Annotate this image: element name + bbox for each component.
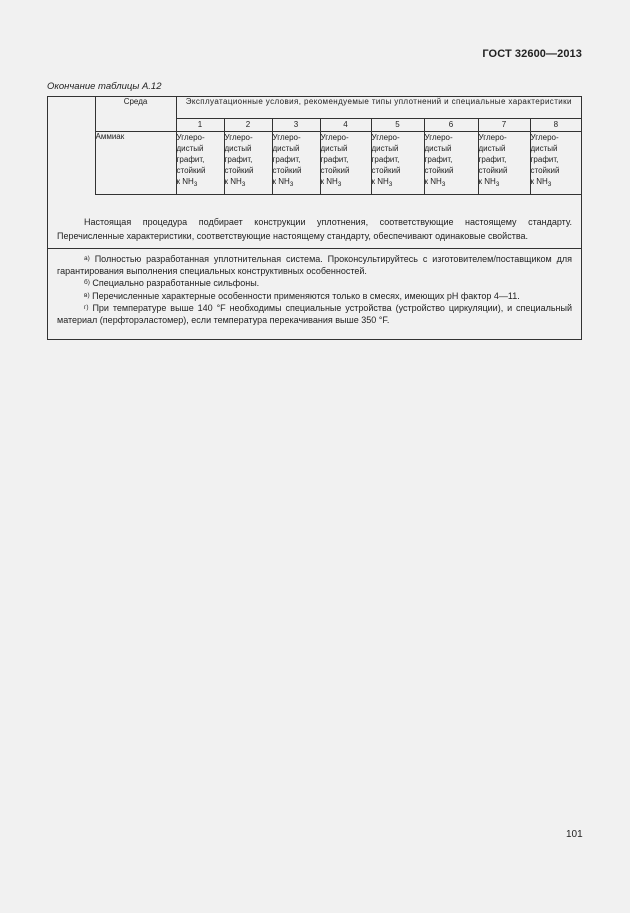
medium-column-header: Среда (95, 97, 176, 132)
column-number: 2 (224, 119, 272, 132)
footnote: $^{а)}$ Полностью разработанная уплотнительная система. Проконсультируйтесь с изготовителем/поставщиком для гарантирования выполнения специальных конструктивных особенностей. (57, 254, 572, 276)
footnotes (48, 253, 581, 326)
table-cell: Углеро- дистый графит, стойкий к $NH_3$ (272, 132, 320, 195)
table-cell: Углеро- дистый графит, стойкий к $NH_3$ (530, 132, 581, 195)
column-number: 4 (320, 119, 371, 132)
column-number: 7 (478, 119, 530, 132)
column-number: 8 (530, 119, 581, 132)
table-cell: Углеро- дистый графит, стойкий к $NH_3$ (371, 132, 424, 195)
table-cell: Углеро- дистый графит, стойкий к $NH_3$ (224, 132, 272, 195)
blank-stub-cell (48, 97, 95, 195)
page-number: 101 (566, 829, 583, 840)
table-cell: Углеро- дистый графит, стойкий к $NH_3$ (424, 132, 478, 195)
column-number: 3 (272, 119, 320, 132)
footnote: $^{г)}$ При температуре выше 140 °F необходимы специальные устройства (устройство циркуляции), и специальный материал (перфторэластомер), если температура перекачивания выше 350 °F. (57, 303, 572, 325)
document-standard-header: ГОСТ 32600—2013 (482, 48, 582, 60)
column-number: 1 (176, 119, 224, 132)
table-caption: Окончание таблицы А.12 (47, 81, 162, 92)
table-row (48, 132, 581, 195)
table-frame (47, 96, 582, 340)
footnote: $^{б)}$ Специально разработанные сильфоны. (84, 278, 260, 288)
column-number: 6 (424, 119, 478, 132)
table-cell: Углеро- дистый графит, стойкий к $NH_3$ (478, 132, 530, 195)
procedure-note (48, 208, 581, 249)
column-number: 5 (371, 119, 424, 132)
medium-cell-ammonia: Аммиак (95, 132, 176, 195)
conditions-group-header: Эксплуатационные условия, рекомендуемые типы уплотнений и специальные характеристики (176, 97, 581, 119)
table-cell: Углеро- дистый графит, стойкий к $NH_3$ (176, 132, 224, 195)
footnote: $^{в)}$ Перечисленные характерные особенности применяются только в смесях, имеющих рН фактор 4—11. (84, 290, 520, 301)
procedure-text: Настоящая процедура подбирает конструкции уплотнения, соответствующие настоящему стандарту. Перечисленные характеристики, соответствующие настоящему стандарту, обеспечивают одинаковые свойства. (57, 217, 572, 241)
table-cell: Углеро- дистый графит, стойкий к $NH_3$ (320, 132, 371, 195)
seal-selection-table (48, 97, 581, 195)
